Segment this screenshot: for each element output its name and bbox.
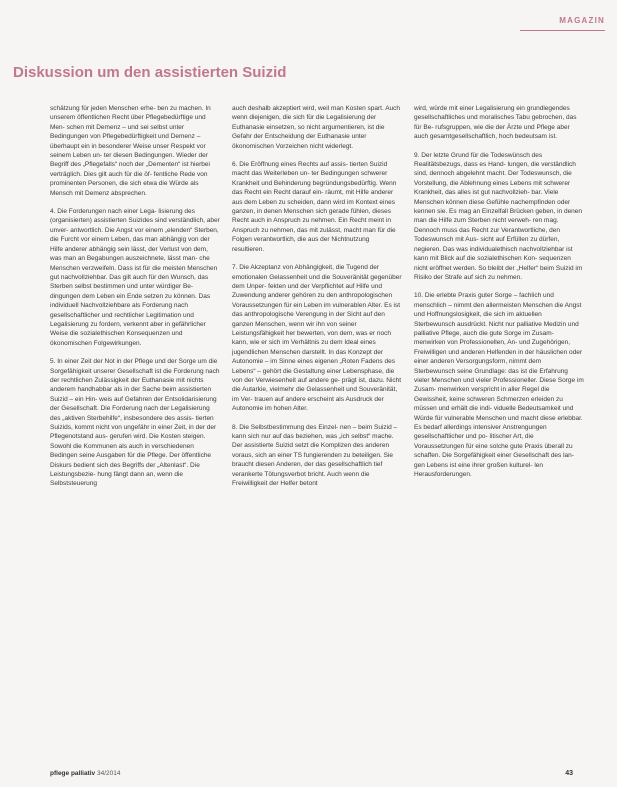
footer-issue: 34/2014 bbox=[96, 770, 121, 777]
footer-brand: pflege palliativ bbox=[50, 770, 96, 777]
section-label: MAGAZIN bbox=[559, 16, 605, 25]
footer-publication bbox=[50, 770, 120, 777]
text-column-1 bbox=[50, 104, 220, 498]
section-rule bbox=[520, 30, 605, 31]
paragraph: 7. Die Akzeptanz von Abhängigkeit, die Tugend der emotionalen Gelassenheit und die Souveränität gegenüber dem Unper- fekten und der Verpflichtet auf Hilfe und Zuwendung anderer gehören zu den anthropologischen Voraussetzungen für ein Leben im vulnerablen Alter. Es ist das anthropologische Verengung in der Sicht auf den ganzen Menschen, wenn wir ihn von seiner Leistungsfähigkeit her bewerten, von dem, was er noch kann, wie er sich im Verhältnis zu dem Ideal eines jugendlichen Menschen darstellt. In das Konzept der Autonomie – im Sinne eines eigenen „Roten Fadens des Lebens“ – gehört die Gestaltung einer Lebensphase, die von der Verwiesenheit auf andere ge- prägt ist, dazu. Nicht die Autarkie, vielmehr die Gelassenheit und Souveränität, im Ver- trauen auf andere erscheint als Ausdruck der Autonomie im hohen Alter. bbox=[232, 264, 402, 413]
paragraph: 8. Die Selbstbestimmung des Einzel- nen – beim Suizid – kann sich nur auf das beziehen, was „ich selbst“ mache. Der assistierte Suizid setzt die Komplizen des anderen voraus, sich an einer TS fungierenden zu beteiligen. Sie braucht diesen Anderen, der das gesellschaftlich tief verankerte Tötungsverbot bricht. Auch wenn die Freiwilligkeit der Helfer betont bbox=[232, 423, 398, 488]
article-headline: Diskussion um den assistierten Suizid bbox=[13, 64, 287, 81]
paragraph: 6. Die Eröffnung eines Rechts auf assis- tierten Suizid macht das Weiterleben un- ter Bedingungen schwerer Krankheit und Behinderung begründungsbedürftig. Wenn das Recht ein Recht darauf ein- räumt, mit Hilfe anderer aus dem Leben zu scheiden, dann wird im Kontext eines ganzen, in denen Menschen sich gerade fühlen, dieses Recht auch in Anspruch zu nehmen. Ein Recht meint in Anspruch zu nehmen, das mit zulässt, macht man für die Folgen verantwortlich, die aus der Nichtnutzung resultieren. bbox=[232, 161, 397, 253]
paragraph: auch deshalb akzeptiert wird, weil man Kosten spart. Auch wenn diejenigen, die sich für die Legalisierung der Euthanasie einsetzen, so nicht argumentieren, ist die Gefahr der Entscheidung der Euthanasie unter ökonomischen Vorzeichen nicht widerlegt. bbox=[232, 105, 401, 150]
paragraph: wird, würde mit einer Legalisierung ein grundlegendes gesellschaftliches und moralisches Tabu gebrochen, das für Be- rufsgruppen, wie die der Ärzte und Pflege aber auch gesamtgesellschaftlich, hoch bedeutsam ist. bbox=[414, 105, 577, 141]
paragraph: 4. Die Forderungen nach einer Lega- lisierung des (organisierten) assistierten Suizides sind verständlich, aber unver- antwortlich. Die Angst vor einem „elenden“ Sterben, die Furcht vor einem Leben, das man abhängig von der Hilfe anderer abhängig sein lässt, der Verlust von dem, was man an Begabungen auszeichnete, lässt man- che Menschen verzweifeln. Dass ist für die meisten Menschen gut nachvollziehbar. Das gilt auch für den Wunsch, das Sterben selbst bestimmen und unter würdiger Be- dingungen dem Leben ein Ende setzen zu können. Das individuell Nachvollziehbare als Forderung nach gesellschaftlicher und rechtlicher Legitimation und Legalisierung zu fordern, verkennt aber in gefährlicher Weise die sozialethischen Konsequenzen und ökonomischen Folgewirkungen. bbox=[50, 208, 220, 347]
text-column-2 bbox=[232, 104, 402, 497]
paragraph: 10. Die erlebte Praxis guter Sorge – fachlich und menschlich – nimmt den allermeisten Menschen die Angst und Hoffnungslosigkeit, die sich im aktuellen Sterbewunsch ausdrückt. Nicht nur palliative Medizin und palliative Pflege, auch die gute Sorge im Zusam- menwirken von Professionellen, An- und Zugehörigen, Freiwilligen und anderen Helfenden in der häuslichen oder einer anderen Versorgungsform, nimmt dem Sterbewunsch seine Grundlage: das ist die Erfahrung vieler Menschen und vieler Professioneller. Diese Sorge im Zusam- menwirken verspricht in aller Regel die Gewissheit, keine schweren Schmerzen erleiden zu müssen und erhält die indi- viduelle Bedeutsamkeit und Würde für vulnerable Menschen und macht diese erlebbar. Es bedarf allerdings intensiver Anstrengungen gesellschaftlicher und po- litischer Art, die Voraussetzungen für eine solche gute Praxis überall zu schaffen. Die Sorgefähigkeit einer Gesellschaft des lan- gen Lebens ist eine ihrer großen kulturel- len Herausforderungen. bbox=[414, 292, 584, 479]
paragraph: 5. In einer Zeit der Not in der Pflege und der Sorge um die Sorgefähigkeit unserer Gesellschaft ist die Forderung nach der rechtlichen Zulässigkeit der Euthanasie mit nichts anderem handhabbar als in der Sache beim assistierten Suizid – ein Hin- weis auf Gefahren der Entsolidarisierung der Gesellschaft. Die Forderung nach der Legalisierung des „aktiven Sterbehilfe“, insbesondere des assis- tierten Suizids, kommt nicht von ungefähr in einer Zeit, in der der Pflegenotstand aus- gerufen wird. Die Kosten steigen. Sowohl die Kommunen als auch in verschiedenen Bedingen seine Ausgaben für die Pflege. Der öffentliche Diskurs bedient sich des Begriffs der „Altenlast“. Die Leistungsbezie- hung fängt dann an, wenn die Selbststeuerung bbox=[50, 358, 220, 488]
text-column-3 bbox=[414, 104, 584, 488]
paragraph: schätzung für jeden Menschen erhe- ben zu machen. In unserem öffentlichen Recht über Pflegebedürftige und Men- schen mit Demenz – und sei selbst unter Bedingungen von Pflegebedürftigkeit und Demenz – überhaupt ein in besonderer Weise unser Respekt vor seinem Leben un- ter diesen Bedingungen. Wieder der Begriff des „Pflegefalls“ noch der „Dementen“ ist hierbei verträglich. Dies gilt auch für die öf- fentliche Rede von prominenten Personen, die sich etwa die Würde als Mensch mit Demenz absprechen. bbox=[50, 105, 211, 197]
paragraph: 9. Der letzte Grund für die Todeswünsch des Realitätsbezugs, dass es Hand- lungen, die verständlich sind, dennoch abgelehnt macht. Der Todeswunsch, die Vorstellung, die Ablehnung eines Lebens mit schwerer Krankheit, das alles ist gut nachvollzieh- bar. Viele Menschen können diese Gefühle nachempfinden oder kennen sie. Es mag an Einzelfall Brücken geben, in denen man die Hilfe zum Sterben nicht verweh- ren mag. Dennoch muss das Recht zur Verantwortliche, den Todeswunsch mit Aus- sicht auf Erfüllen zu dürfen, negieren. Das was individualethisch nachvollziehbar ist kann mit Blick auf die sozialethischen Kon- sequenzen nicht eröffnet werden. So bleibt der „Helfer“ beim Suizid im Risiko der Strafe auf sich zu nehmen. bbox=[414, 151, 583, 281]
page-number: 43 bbox=[565, 770, 573, 777]
